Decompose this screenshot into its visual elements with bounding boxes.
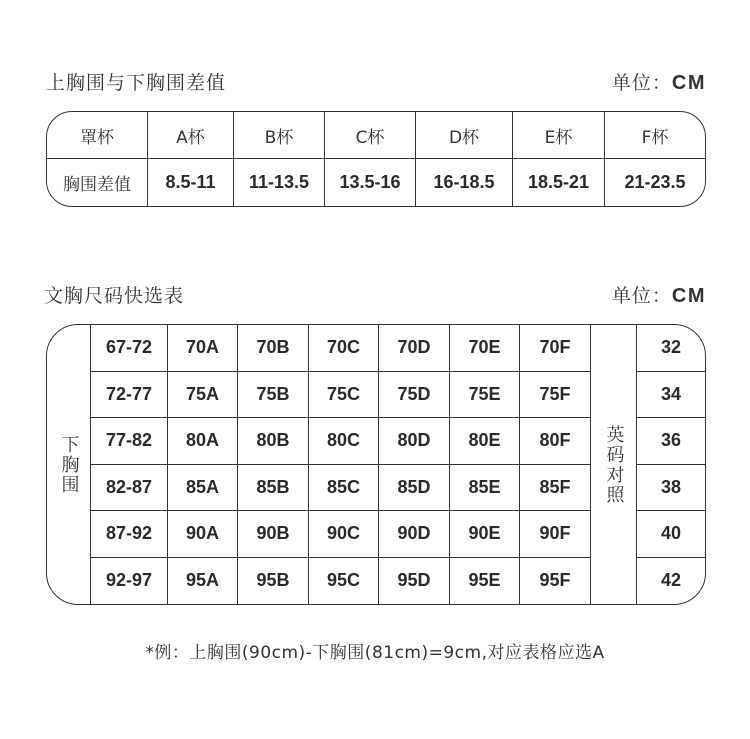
size-cell: 95B	[238, 558, 309, 605]
under-bust-range: 72-77	[91, 372, 168, 419]
cup-diff-value: 8.5-11	[148, 159, 234, 206]
size-cell: 70D	[379, 325, 450, 372]
size-cell: 90D	[379, 511, 450, 558]
size-cell: 95C	[309, 558, 379, 605]
size-cell: 90F	[520, 511, 591, 558]
size-cell: 90C	[309, 511, 379, 558]
cup-header-cell: B杯	[234, 112, 325, 159]
under-bust-range: 77-82	[91, 418, 168, 465]
under-bust-range: 87-92	[91, 511, 168, 558]
size-cell: 80D	[379, 418, 450, 465]
size-table-unit	[612, 281, 706, 308]
example-note: *例：上胸围(90cm)-下胸围(81cm)=9cm,对应表格应选A	[145, 643, 605, 663]
cup-diff-value: 16-18.5	[416, 159, 513, 206]
under-bust-range: 82-87	[91, 465, 168, 512]
under-bust-range: 92-97	[91, 558, 168, 605]
size-cell: 85E	[450, 465, 520, 512]
size-cell: 85B	[238, 465, 309, 512]
cup-header-cell: E杯	[513, 112, 605, 159]
size-cell: 70E	[450, 325, 520, 372]
uk-size-value: 40	[637, 511, 705, 558]
size-cell: 75E	[450, 372, 520, 419]
cup-header-cell: C杯	[325, 112, 416, 159]
size-cell: 90A	[168, 511, 238, 558]
under-bust-label: 下胸围	[47, 325, 91, 604]
size-cell: 95E	[450, 558, 520, 605]
cup-diff-value: 13.5-16	[325, 159, 416, 206]
size-cell: 75A	[168, 372, 238, 419]
size-cell: 80C	[309, 418, 379, 465]
size-table-title: 文胸尺码快选表	[44, 285, 185, 307]
uk-size-value: 34	[637, 372, 705, 419]
size-cell: 70A	[168, 325, 238, 372]
uk-size-value: 36	[637, 418, 705, 465]
cup-table-title: 上胸围与下胸围差值	[46, 72, 227, 94]
size-cell: 80E	[450, 418, 520, 465]
cup-header-cell: A杯	[148, 112, 234, 159]
size-cell: 85C	[309, 465, 379, 512]
size-cell: 70C	[309, 325, 379, 372]
uk-size-value: 38	[637, 465, 705, 512]
cup-diff-value: 18.5-21	[513, 159, 605, 206]
unit-value: CM	[671, 72, 706, 94]
size-cell: 85A	[168, 465, 238, 512]
size-cell: 95A	[168, 558, 238, 605]
unit-value: CM	[671, 285, 706, 307]
size-cell: 85D	[379, 465, 450, 512]
cup-header-cell: D杯	[416, 112, 513, 159]
cup-difference-table	[46, 111, 706, 207]
size-cell: 85F	[520, 465, 591, 512]
size-cell: 95F	[520, 558, 591, 605]
unit-label: 单位：	[611, 285, 672, 307]
cup-header-cell: F杯	[605, 112, 705, 159]
size-cell: 90B	[238, 511, 309, 558]
size-quick-select-table	[46, 324, 706, 605]
size-cell: 75B	[238, 372, 309, 419]
size-cell: 75F	[520, 372, 591, 419]
size-cell: 80A	[168, 418, 238, 465]
size-cell: 80B	[238, 418, 309, 465]
cup-diff-value: 21-23.5	[624, 172, 686, 192]
cup-diff-value: 11-13.5	[234, 159, 325, 206]
size-cell: 70F	[520, 325, 591, 372]
cup-diff-label: 胸围差值	[47, 159, 148, 206]
cup-table-unit	[612, 68, 706, 95]
unit-label: 单位：	[611, 72, 672, 94]
cup-header-label: 罩杯	[47, 112, 148, 159]
size-cell: 75C	[309, 372, 379, 419]
under-bust-range: 67-72	[91, 325, 168, 372]
uk-size-label: 英码对照	[591, 325, 637, 604]
uk-size-value: 32	[637, 325, 705, 372]
uk-size-value: 42	[660, 570, 682, 591]
size-cell: 80F	[520, 418, 591, 465]
size-cell: 70B	[238, 325, 309, 372]
size-cell: 95D	[379, 558, 450, 605]
size-cell: 75D	[379, 372, 450, 419]
size-cell: 90E	[450, 511, 520, 558]
